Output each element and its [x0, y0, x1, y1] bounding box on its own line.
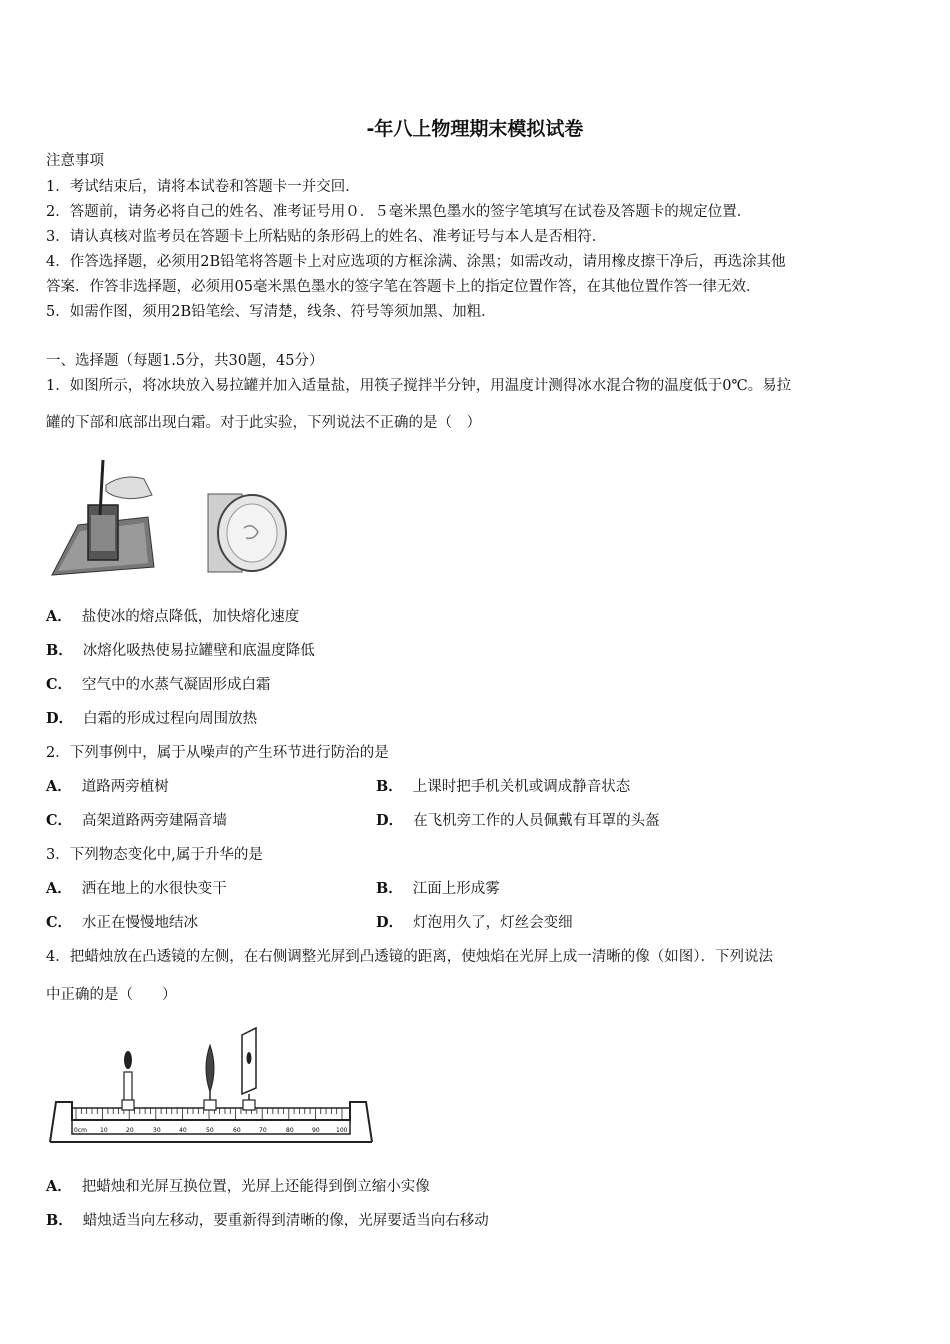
q1-stem: 1．如图所示，将冰块放入易拉罐并加入适量盐，用筷子搅拌半分钟，用温度计测得冰水混合物的温度低于0℃。易拉: [46, 378, 792, 394]
ruler-tick-label: 20: [126, 1127, 134, 1134]
notice-item: 4．作答选择题，必须用2B铅笔将答题卡上对应选项的方框涂满、涂黑；如需改动，请用橡皮擦干净后，再选涂其他: [46, 254, 786, 270]
q2-option-a: A． 道路两旁植树: [46, 778, 169, 795]
ruler-tick-label: 80: [286, 1127, 294, 1134]
ruler-tick-label: 0cm: [74, 1127, 87, 1134]
optical-bench-figure: [46, 1020, 376, 1150]
ruler-tick-label: 70: [259, 1127, 267, 1134]
can-bottom-frost-figure: [200, 488, 290, 578]
can-stirring-figure: [48, 455, 158, 580]
candle: [122, 1051, 134, 1110]
ruler-tick-label: 100: [336, 1127, 348, 1134]
q3-option-d: D． 灯泡用久了，灯丝会变细: [376, 914, 573, 931]
q2-stem: 2．下列事例中，属于从噪声的产生环节进行防治的是: [46, 745, 389, 761]
q2-option-d: D． 在飞机旁工作的人员佩戴有耳罩的头盔: [376, 812, 660, 829]
page-title: -年八上物理期末模拟试卷: [366, 118, 584, 140]
light-screen: [242, 1028, 256, 1110]
q1-option-a: A． 盐使冰的熔点降低，加快熔化速度: [46, 608, 300, 625]
ruler-tick-label: 10: [100, 1127, 108, 1134]
ruler-tick-label: 90: [312, 1127, 320, 1134]
ruler-tick-label: 50: [206, 1127, 214, 1134]
q3-option-a: A． 洒在地上的水很快变干: [46, 880, 227, 897]
q3-option-b: B． 江面上形成雾: [376, 880, 500, 897]
ruler-tick-labels: [74, 1127, 348, 1134]
section-heading: 一、选择题（每题1.5分，共30题，45分）: [46, 353, 324, 369]
q2-option-b: B． 上课时把手机关机或调成静音状态: [376, 778, 631, 795]
q1-stem: 罐的下部和底部出现白霜。对于此实验，下列说法不正确的是（ ）: [46, 415, 481, 431]
q1-option-d: D． 白霜的形成过程向周围放热: [46, 710, 258, 727]
ruler-tick-label: 60: [233, 1127, 241, 1134]
q3-stem: 3．下列物态变化中,属于升华的是: [46, 847, 263, 863]
notice-item: 3．请认真核对监考员在答题卡上所粘贴的条形码上的姓名、准考证号与本人是否相符．: [46, 229, 607, 245]
q1-option-c: C． 空气中的水蒸气凝固形成白霜: [46, 676, 271, 693]
q4-option-b: B． 蜡烛适当向左移动，要重新得到清晰的像，光屏要适当向右移动: [46, 1212, 489, 1229]
ruler-tick-label: 40: [179, 1127, 187, 1134]
notice-item: 1．考试结束后，请将本试卷和答题卡一并交回．: [46, 179, 360, 195]
notice-item: 5．如需作图，须用2B铅笔绘、写清楚，线条、符号等须加黑、加粗．: [46, 304, 496, 320]
notice-item: 2．答题前，请务必将自己的姓名、准考证号用０．５毫米黑色墨水的签字笔填写在试卷及答题卡的规定位置．: [46, 204, 752, 220]
q1-option-b: B． 冰熔化吸热使易拉罐壁和底温度降低: [46, 642, 315, 659]
ruler-tick-label: 30: [153, 1127, 161, 1134]
notice-heading: 注意事项: [46, 153, 104, 169]
q4-option-a: A． 把蜡烛和光屏互换位置，光屏上还能得到倒立缩小实像: [46, 1178, 430, 1195]
q3-option-c: C． 水正在慢慢地结冰: [46, 914, 199, 931]
notice-item: 答案．作答非选择题，必须用05毫米黑色墨水的签字笔在答题卡上的指定位置作答，在其他位置作答一律无效．: [46, 279, 761, 295]
q2-option-c: C． 高架道路两旁建隔音墙: [46, 812, 228, 829]
q4-stem: 4．把蜡烛放在凸透镜的左侧，在右侧调整光屏到凸透镜的距离，使烛焰在光屏上成一清晰的像（如图）．下列说法: [46, 949, 773, 965]
convex-lens: [204, 1045, 216, 1110]
q4-stem: 中正确的是（ ）: [46, 987, 177, 1003]
